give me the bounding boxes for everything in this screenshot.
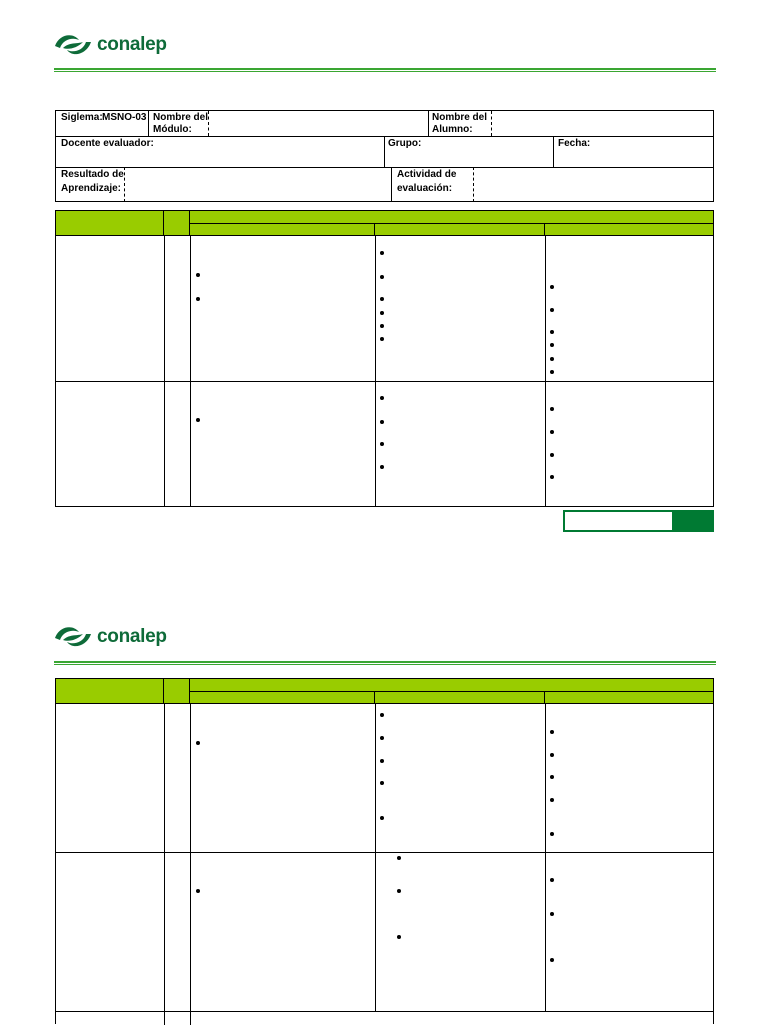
conalep-logo-icon xyxy=(53,30,93,60)
bullet-icon xyxy=(380,713,384,717)
bullet-icon xyxy=(550,730,554,734)
bullet-icon xyxy=(380,736,384,740)
score-total-field[interactable] xyxy=(565,512,674,530)
score-total-box xyxy=(563,510,714,532)
bullet-icon xyxy=(550,958,554,962)
actividad-label-1: Actividad de xyxy=(397,169,457,180)
bullet-icon xyxy=(196,741,200,745)
rubric-header-cell xyxy=(375,224,545,236)
brand-name: conalep xyxy=(97,626,167,647)
bullet-icon xyxy=(397,889,401,893)
bullet-icon xyxy=(550,285,554,289)
rubric-header-cell xyxy=(164,211,190,236)
evaluation-header-form xyxy=(55,110,714,202)
bullet-icon xyxy=(550,832,554,836)
modulo-label-2: Módulo: xyxy=(153,124,192,135)
rubric-table-1 xyxy=(55,210,714,507)
rubric-header-cell xyxy=(56,679,164,704)
bullet-icon xyxy=(550,453,554,457)
actividad-label-2: evaluación: xyxy=(397,183,453,194)
fecha-label: Fecha: xyxy=(558,138,591,149)
bullet-icon xyxy=(380,251,384,255)
bullet-icon xyxy=(550,912,554,916)
bullet-icon xyxy=(397,935,401,939)
bullet-icon xyxy=(196,273,200,277)
brand-name: conalep xyxy=(97,34,167,55)
bullet-icon xyxy=(380,781,384,785)
rubric-table-2 xyxy=(55,678,714,1024)
rubric-header-cell xyxy=(190,692,375,704)
bullet-icon xyxy=(380,311,384,315)
header-rule xyxy=(54,661,716,665)
bullet-icon xyxy=(380,816,384,820)
bullet-icon xyxy=(550,430,554,434)
fecha-field[interactable] xyxy=(592,138,711,165)
alumno-label-2: Alumno: xyxy=(432,124,473,135)
bullet-icon xyxy=(380,759,384,763)
bullet-icon xyxy=(196,297,200,301)
bullet-icon xyxy=(380,297,384,301)
bullet-icon xyxy=(550,357,554,361)
bullet-icon xyxy=(550,343,554,347)
modulo-label-1: Nombre del xyxy=(153,112,209,123)
score-total-indicator xyxy=(674,512,712,530)
modulo-field[interactable] xyxy=(210,112,426,134)
bullet-icon xyxy=(380,275,384,279)
rubric-header-cell xyxy=(545,692,713,704)
bullet-icon xyxy=(550,775,554,779)
bullet-icon xyxy=(380,396,384,400)
docente-label: Docente evaluador: xyxy=(61,138,154,149)
rubric-header-cell xyxy=(56,211,164,236)
bullet-icon xyxy=(380,465,384,469)
grupo-field[interactable] xyxy=(421,138,551,165)
resultado-field[interactable] xyxy=(126,169,389,200)
bullet-icon xyxy=(550,753,554,757)
bullet-icon xyxy=(380,337,384,341)
grupo-label: Grupo: xyxy=(388,138,422,149)
bullet-icon xyxy=(380,420,384,424)
bullet-icon xyxy=(550,878,554,882)
bullet-icon xyxy=(397,856,401,860)
conalep-logo xyxy=(53,622,167,652)
bullet-icon xyxy=(550,798,554,802)
bullet-icon xyxy=(550,475,554,479)
bullet-icon xyxy=(196,889,200,893)
bullet-icon xyxy=(380,442,384,446)
rubric-header-cell xyxy=(375,692,545,704)
siglema-label: Siglema: xyxy=(61,112,103,123)
rubric-header-cell xyxy=(190,211,713,224)
actividad-field[interactable] xyxy=(475,169,711,200)
rubric-header-cell xyxy=(190,679,713,692)
alumno-field[interactable] xyxy=(493,112,711,134)
conalep-logo-icon xyxy=(53,622,93,652)
rubric-header-cell xyxy=(164,679,190,704)
conalep-logo xyxy=(53,30,167,60)
rubric-header-cell xyxy=(545,224,713,236)
bullet-icon xyxy=(380,324,384,328)
resultado-label-1: Resultado de xyxy=(61,169,124,180)
docente-field[interactable] xyxy=(156,138,382,165)
siglema-value: MSNO-03 xyxy=(102,112,147,123)
bullet-icon xyxy=(550,370,554,374)
bullet-icon xyxy=(196,418,200,422)
resultado-label-2: Aprendizaje: xyxy=(61,183,122,194)
header-rule xyxy=(54,68,716,72)
rubric-header-cell xyxy=(190,224,375,236)
alumno-label-1: Nombre del xyxy=(432,112,488,123)
bullet-icon xyxy=(550,330,554,334)
bullet-icon xyxy=(550,308,554,312)
bullet-icon xyxy=(550,407,554,411)
